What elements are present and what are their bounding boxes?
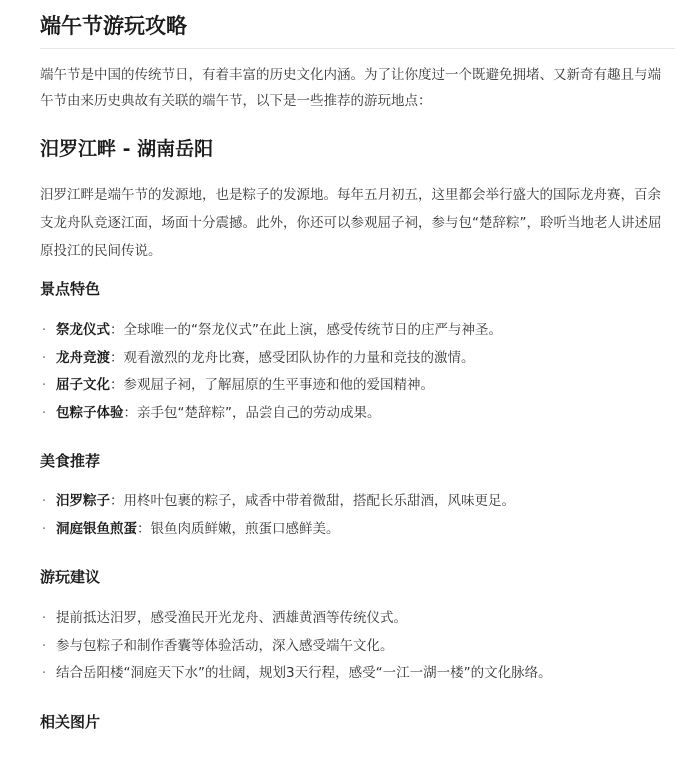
item-text: ：全球唯一的“祭龙仪式”在此上演，感受传统节日的庄严与神圣。 (110, 322, 502, 338)
item-text: 结合岳阳楼“洞庭天下水”的壮阔，规划3天行程，感受“一江一湖一楼”的文化脉络。 (56, 665, 552, 681)
intro-paragraph: 端午节是中国的传统节日，有着丰富的历史文化内涵。为了让你度过一个既避免拥堵、又新奇有趣且与端午节由来历史典故有关联的端午节，以下是一些推荐的游玩地点： (40, 67, 661, 109)
list-item (40, 345, 670, 373)
item-name: 祭龙仪式 (56, 322, 110, 338)
item-text: ：用柊叶包裹的粽子，咸香中带着微甜，搭配长乐甜酒，风味更足。 (110, 493, 515, 509)
bullet-icon: · (42, 521, 47, 537)
item-name: 汨罗粽子 (56, 493, 110, 509)
item-name: 屈子文化 (56, 377, 110, 393)
images-heading: 相关图片 (40, 713, 101, 731)
section-description: 汨罗江畔是端午节的发源地，也是粽子的发源地。每年五月初五，这里都会举行盛大的国际龙舟赛，百余支龙舟队竞逐江面，场面十分震撼。此外，你还可以参观屈子祠，参与包“楚辞粽”，聆听当地老人讲述屈原投江的民间传说。 (40, 187, 662, 259)
item-text: ：参观屈子祠，了解屈原的生平事迹和他的爱国精神。 (110, 377, 434, 393)
page-title: 端午节游玩攻略 (40, 14, 187, 38)
item-text: 提前抵达汨罗，感受渔民开光龙舟、洒雄黄酒等传统仪式。 (56, 610, 407, 626)
list-item (40, 372, 670, 400)
bullet-icon: · (42, 350, 47, 366)
item-text: ：亲手包“楚辞粽”，品尝自己的劳动成果。 (123, 404, 381, 421)
tips-list (40, 605, 670, 688)
bullet-icon: · (42, 666, 47, 681)
features-list (40, 317, 670, 427)
list-item (40, 605, 670, 633)
article (40, 0, 680, 731)
section-title: 汨罗江畔 - 湖南岳阳 (40, 138, 214, 160)
list-item (40, 633, 670, 661)
bullet-icon: · (42, 638, 47, 654)
food-heading: 美食推荐 (40, 452, 101, 470)
item-name: 龙舟竞渡 (56, 349, 110, 366)
tips-heading: 游玩建议 (40, 568, 101, 586)
list-item (40, 488, 670, 516)
list-item (40, 660, 670, 688)
item-text: 参与包粽子和制作香囊等体验活动，深入感受端午文化。 (56, 637, 394, 654)
food-list (40, 488, 670, 543)
features-heading: 景点特色 (40, 280, 101, 298)
bullet-icon: · (42, 405, 47, 421)
list-item (40, 516, 670, 544)
bullet-icon: · (42, 611, 47, 626)
item-name: 洞庭银鱼煎蛋 (56, 520, 137, 537)
item-text: ：观看激烈的龙舟比赛，感受团队协作的力量和竞技的激情。 (110, 349, 475, 366)
bullet-icon: · (42, 494, 47, 509)
bullet-icon: · (42, 323, 47, 338)
bullet-icon: · (42, 378, 47, 393)
list-item (40, 400, 670, 428)
item-text: ：银鱼肉质鲜嫩，煎蛋口感鲜美。 (137, 520, 340, 537)
title-bar (40, 0, 675, 49)
list-item (40, 317, 670, 345)
item-name: 包粽子体验 (56, 404, 124, 421)
